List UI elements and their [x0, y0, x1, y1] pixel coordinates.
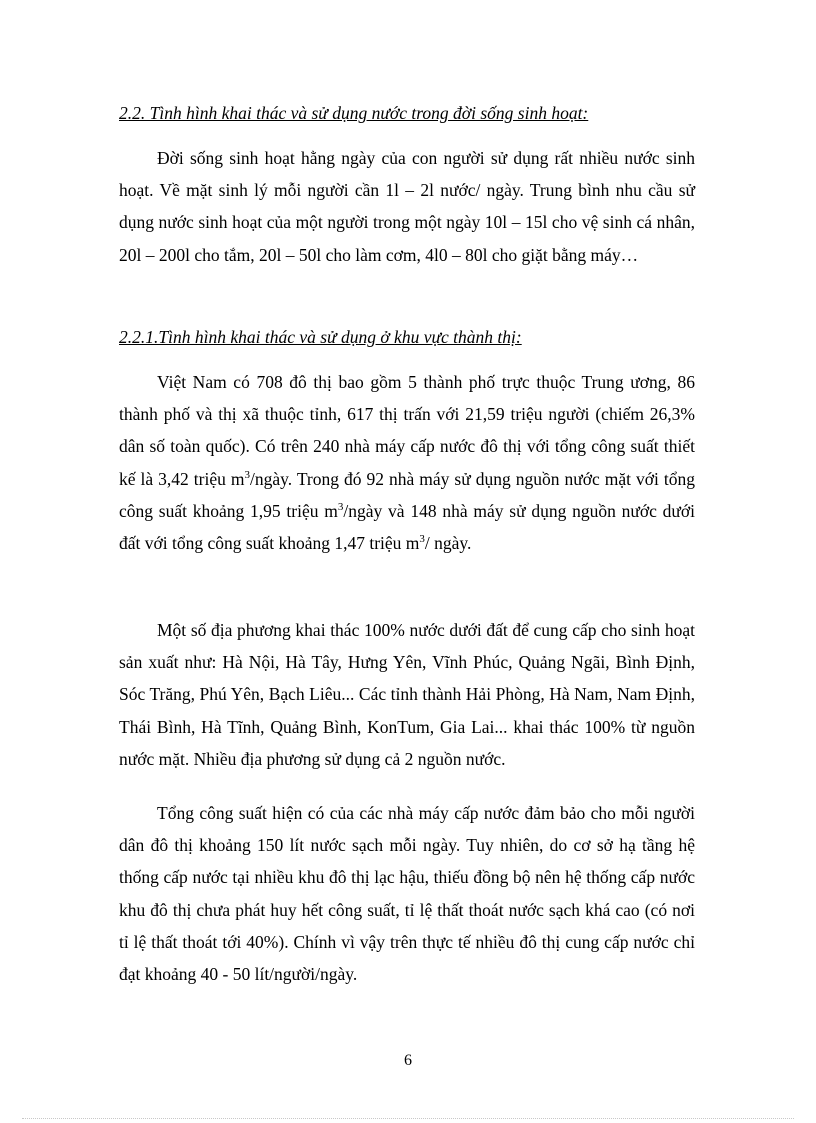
paragraph-groundwater-localities: Một số địa phương khai thác 100% nước dưới đất để cung cấp cho sinh hoạt sản xuất như: Hà Nội, Hà Tây, Hưng Yên, Vĩnh Phúc, Quảng Ngãi, Bình Định, Sóc Trăng, Phú Yên, Bạch Liêu... Các tỉnh thành Hải Phòng, Hà Nam, Nam Định, Thái Bình, Hà Tĩnh, Quảng Bình, KonTum, Gia Lai... khai thác 100% từ nguồn nước mặt. Nhiều địa phương sử dụng cả 2 nguồn nước. — [119, 620, 695, 769]
paragraph-urban-water-supply — [119, 366, 695, 559]
text-run: /ngày. Trong đó 92 nhà máy sử dụng nguồn nước mặt với tổng công suất khoảng 1,95 triệu m — [119, 468, 696, 521]
page-number: 6 — [404, 1052, 412, 1069]
superscript-cubed: 3 — [244, 468, 250, 481]
superscript-cubed: 3 — [419, 533, 425, 546]
section-heading-2-2: 2.2. Tình hình khai thác và sử dụng nước trong đời sống sinh hoạt: — [119, 103, 589, 123]
text-run: /ngày và 148 nhà máy sử dụng nguồn nước dưới đất với tổng công suất khoảng 1,47 triệu m — [119, 500, 696, 554]
section-heading-2-2-1: 2.2.1.Tình hình khai thác và sử dụng ở khu vực thành thị: — [119, 327, 522, 347]
text-run: Việt Nam có 708 đô thị bao gồm 5 thành phố trực thuộc Trung ương, 86 thành phố và thị xã thuộc tỉnh, 617 thị trấn với 21,59 triệu người (chiếm 26,3% dân số toàn quốc). Có trên 240 nhà máy cấp nước đô thị với tổng công suất thiết kế là 3,42 triệu m — [119, 372, 695, 489]
paragraph-daily-water-use: Đời sống sinh hoạt hằng ngày của con người sử dụng rất nhiều nước sinh hoạt. Về mặt sinh lý mỗi người cần 1l – 2l nước/ ngày. Trung bình nhu cầu sử dụng nước sinh hoạt của một người trong một ngày 10l – 15l cho vệ sinh cá nhân, 20l – 200l cho tắm, 20l – 50l cho làm cơm, 4l0 – 80l cho giặt bằng máy… — [119, 148, 695, 265]
paragraph-supply-capacity: Tổng công suất hiện có của các nhà máy cấp nước đảm bảo cho mỗi người dân đô thị khoảng 150 lít nước sạch mỗi ngày. Tuy nhiên, do cơ sở hạ tầng hệ thống cấp nước tại nhiều khu đô thị lạc hậu, thiếu đồng bộ nên hệ thống cấp nước khu đô thị chưa phát huy hết công suất, tỉ lệ thất thoát nước sạch khá cao (có nơi tỉ lệ thất thoát tới 40%). Chính vì vậy trên thực tế nhiều đô thị cung cấp nước chỉ đạt khoảng 40 - 50 lít/người/ngày. — [119, 803, 695, 985]
text-run: / ngày. — [424, 533, 472, 554]
superscript-cubed: 3 — [337, 500, 344, 513]
page-bottom-divider — [22, 1118, 794, 1119]
